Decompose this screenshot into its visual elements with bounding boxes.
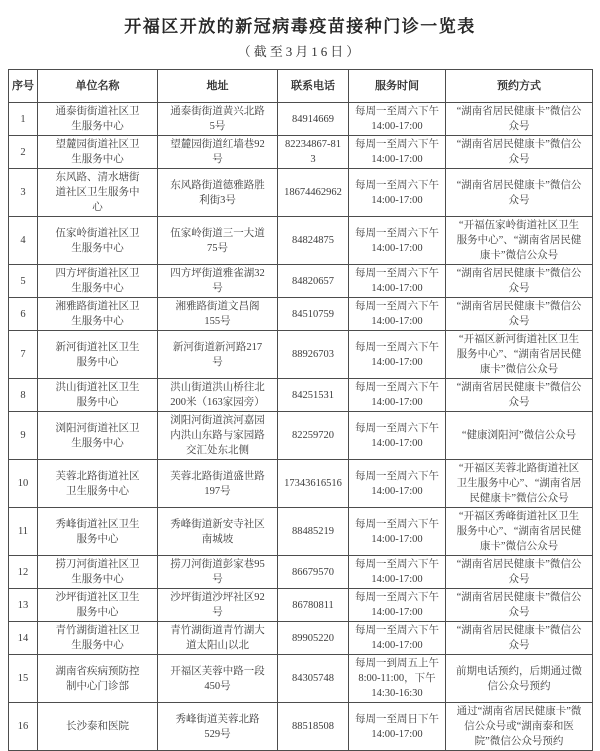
phone-cell: 84820657 xyxy=(278,265,349,298)
phone-cell: 84251531 xyxy=(278,379,349,412)
unit-name-cell: 捞刀河街道社区卫生服务中心 xyxy=(38,556,158,589)
phone-cell: 82259720 xyxy=(278,412,349,460)
address-cell: 秀峰街道新安寺社区南城坡 xyxy=(158,508,278,556)
table-row xyxy=(9,265,593,298)
phone-cell: 86780811 xyxy=(278,589,349,622)
phone-cell: 84305748 xyxy=(278,655,349,703)
table-row xyxy=(9,169,593,217)
service-time-cell: 每周一至周六下午14:00-17:00 xyxy=(349,460,446,508)
booking-method-cell: “湖南省居民健康卡”微信公众号 xyxy=(446,169,593,217)
unit-name-cell: 青竹湖街道社区卫生服务中心 xyxy=(38,622,158,655)
unit-name-cell: 东风路、清水塘街道社区卫生服务中心 xyxy=(38,169,158,217)
booking-method-cell: “健康浏阳河”微信公众号 xyxy=(446,412,593,460)
table-row xyxy=(9,703,593,751)
address-cell: 秀峰街道芙蓉北路529号 xyxy=(158,703,278,751)
column-header-address: 地址 xyxy=(158,70,278,103)
table-row xyxy=(9,103,593,136)
address-cell: 开福区芙蓉中路一段450号 xyxy=(158,655,278,703)
service-time-cell: 每周一到周五上午8:00-11:00，下午14:30-16:30 xyxy=(349,655,446,703)
unit-name-cell: 洪山街道社区卫生服务中心 xyxy=(38,379,158,412)
address-cell: 青竹湖街道青竹湖大道太阳山以北 xyxy=(158,622,278,655)
phone-cell: 88518508 xyxy=(278,703,349,751)
service-time-cell: 每周一至周六下午14:00-17:00 xyxy=(349,136,446,169)
table-row xyxy=(9,217,593,265)
booking-method-cell: “湖南省居民健康卡”微信公众号 xyxy=(446,265,593,298)
table-row xyxy=(9,655,593,703)
row-number-cell: 3 xyxy=(9,169,38,217)
booking-method-cell: “湖南省居民健康卡”微信公众号 xyxy=(446,556,593,589)
unit-name-cell: 长沙泰和医院 xyxy=(38,703,158,751)
table-row xyxy=(9,589,593,622)
unit-name-cell: 望麓园街道社区卫生服务中心 xyxy=(38,136,158,169)
service-time-cell: 每周一至周六下午14:00-17:00 xyxy=(349,412,446,460)
unit-name-cell: 新河街道社区卫生服务中心 xyxy=(38,331,158,379)
table-row xyxy=(9,460,593,508)
clinic-table xyxy=(8,69,593,751)
table-row xyxy=(9,331,593,379)
service-time-cell: 每周一至周六下午14:00-17:00 xyxy=(349,169,446,217)
clinic-table-body xyxy=(9,103,593,751)
address-cell: 湘雅路街道文昌阁155号 xyxy=(158,298,278,331)
phone-cell: 88485219 xyxy=(278,508,349,556)
address-cell: 望麓园街道红墙巷92号 xyxy=(158,136,278,169)
booking-method-cell: “开福区秀峰街道社区卫生服务中心”、“湖南省居民健康卡”微信公众号 xyxy=(446,508,593,556)
column-header-service-time: 服务时间 xyxy=(349,70,446,103)
address-cell: 芙蓉北路街道盛世路197号 xyxy=(158,460,278,508)
unit-name-cell: 浏阳河街道社区卫生服务中心 xyxy=(38,412,158,460)
booking-method-cell: “湖南省居民健康卡”微信公众号 xyxy=(446,379,593,412)
row-number-cell: 7 xyxy=(9,331,38,379)
row-number-cell: 10 xyxy=(9,460,38,508)
booking-method-cell: “开福区芙蓉北路街道社区卫生服务中心”、“湖南省居民健康卡”微信公众号 xyxy=(446,460,593,508)
row-number-cell: 4 xyxy=(9,217,38,265)
booking-method-cell: “开福伍家岭街道社区卫生服务中心”、“湖南省居民健康卡”微信公众号 xyxy=(446,217,593,265)
service-time-cell: 每周一至周六下午14:00-17:00 xyxy=(349,508,446,556)
row-number-cell: 13 xyxy=(9,589,38,622)
service-time-cell: 每周一至周六下午14:00-17:00 xyxy=(349,556,446,589)
phone-cell: 82234867-813 xyxy=(278,136,349,169)
row-number-cell: 12 xyxy=(9,556,38,589)
service-time-cell: 每周一至周六下午14:00-17:00 xyxy=(349,265,446,298)
service-time-cell: 每周一至周六下午14:00-17:00 xyxy=(349,103,446,136)
column-header-unit-name: 单位名称 xyxy=(38,70,158,103)
address-cell: 捞刀河街道彭家巷95号 xyxy=(158,556,278,589)
service-time-cell: 每周一至周六下午14:00-17:00 xyxy=(349,331,446,379)
address-cell: 新河街道新河路217号 xyxy=(158,331,278,379)
booking-method-cell: “湖南省居民健康卡”微信公众号 xyxy=(446,589,593,622)
phone-cell: 18674462962 xyxy=(278,169,349,217)
unit-name-cell: 湖南省疾病预防控制中心门诊部 xyxy=(38,655,158,703)
address-cell: 伍家岭街道三一大道75号 xyxy=(158,217,278,265)
address-cell: 通泰街街道黄兴北路5号 xyxy=(158,103,278,136)
row-number-cell: 5 xyxy=(9,265,38,298)
booking-method-cell: “湖南省居民健康卡”微信公众号 xyxy=(446,298,593,331)
row-number-cell: 14 xyxy=(9,622,38,655)
row-number-cell: 15 xyxy=(9,655,38,703)
row-number-cell: 1 xyxy=(9,103,38,136)
row-number-cell: 8 xyxy=(9,379,38,412)
service-time-cell: 每周一至周六下午14:00-17:00 xyxy=(349,622,446,655)
booking-method-cell: “湖南省居民健康卡”微信公众号 xyxy=(446,622,593,655)
phone-cell: 88926703 xyxy=(278,331,349,379)
phone-cell: 84824875 xyxy=(278,217,349,265)
address-cell: 四方坪街道雅雀湖32号 xyxy=(158,265,278,298)
page-subtitle: （截至3月16日） xyxy=(237,44,363,59)
booking-method-cell: “湖南省居民健康卡”微信公众号 xyxy=(446,103,593,136)
row-number-cell: 6 xyxy=(9,298,38,331)
table-row xyxy=(9,508,593,556)
unit-name-cell: 伍家岭街道社区卫生服务中心 xyxy=(38,217,158,265)
booking-method-cell: “开福区新河街道社区卫生服务中心”、“湖南省居民健康卡”微信公众号 xyxy=(446,331,593,379)
address-cell: 浏阳河街道滨河嘉园内洪山东路与家园路交汇处东北侧 xyxy=(158,412,278,460)
row-number-cell: 11 xyxy=(9,508,38,556)
booking-method-cell: 通过“湖南省居民健康卡”微信公众号或“湖南泰和医院”微信公众号预约 xyxy=(446,703,593,751)
phone-cell: 89905220 xyxy=(278,622,349,655)
service-time-cell: 每周一至周六下午14:00-17:00 xyxy=(349,589,446,622)
phone-cell: 17343616516 xyxy=(278,460,349,508)
table-row xyxy=(9,136,593,169)
unit-name-cell: 通泰街街道社区卫生服务中心 xyxy=(38,103,158,136)
row-number-cell: 16 xyxy=(9,703,38,751)
table-row xyxy=(9,622,593,655)
unit-name-cell: 芙蓉北路街道社区卫生服务中心 xyxy=(38,460,158,508)
phone-cell: 86679570 xyxy=(278,556,349,589)
column-header-booking-method: 预约方式 xyxy=(446,70,593,103)
table-row xyxy=(9,556,593,589)
table-header-row xyxy=(9,70,593,103)
row-number-cell: 2 xyxy=(9,136,38,169)
column-header-row-number: 序号 xyxy=(9,70,38,103)
service-time-cell: 每周一至周日下午14:00-17:00 xyxy=(349,703,446,751)
unit-name-cell: 秀峰街道社区卫生服务中心 xyxy=(38,508,158,556)
address-cell: 洪山街道洪山桥往北200米（163家园旁） xyxy=(158,379,278,412)
table-row xyxy=(9,412,593,460)
table-row xyxy=(9,379,593,412)
unit-name-cell: 沙坪街道社区卫生服务中心 xyxy=(38,589,158,622)
unit-name-cell: 湘雅路街道社区卫生服务中心 xyxy=(38,298,158,331)
booking-method-cell: “湖南省居民健康卡”微信公众号 xyxy=(446,136,593,169)
phone-cell: 84914669 xyxy=(278,103,349,136)
page-title: 开福区开放的新冠病毒疫苗接种门诊一览表 xyxy=(124,17,476,36)
service-time-cell: 每周一至周六下午14:00-17:00 xyxy=(349,298,446,331)
unit-name-cell: 四方坪街道社区卫生服务中心 xyxy=(38,265,158,298)
phone-cell: 84510759 xyxy=(278,298,349,331)
table-row xyxy=(9,298,593,331)
row-number-cell: 9 xyxy=(9,412,38,460)
address-cell: 东风路街道德雅路胜利街3号 xyxy=(158,169,278,217)
address-cell: 沙坪街道沙坪社区92号 xyxy=(158,589,278,622)
booking-method-cell: 前期电话预约，后期通过微信公众号预约 xyxy=(446,655,593,703)
service-time-cell: 每周一至周六下午14:00-17:00 xyxy=(349,379,446,412)
service-time-cell: 每周一至周六下午14:00-17:00 xyxy=(349,217,446,265)
column-header-phone: 联系电话 xyxy=(278,70,349,103)
